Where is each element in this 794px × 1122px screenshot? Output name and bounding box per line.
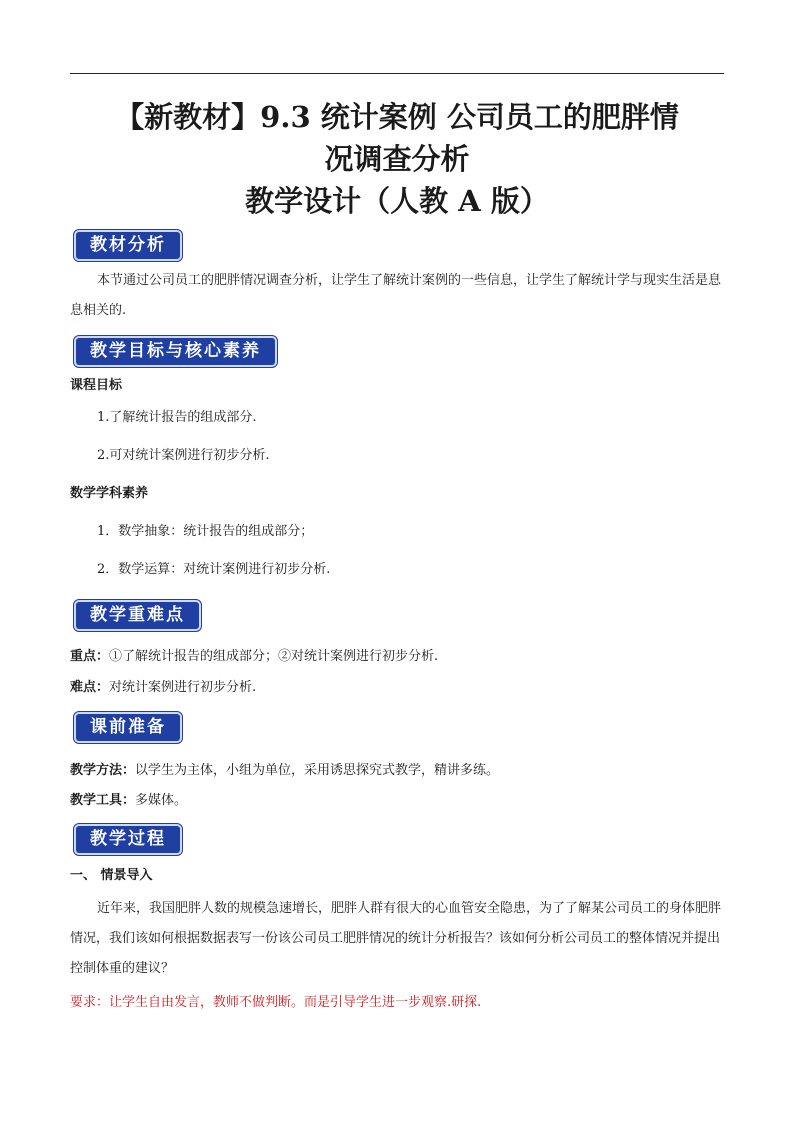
section-badge-preparation: 课前准备 (74, 712, 182, 743)
difficult-point-line (70, 673, 724, 703)
teaching-tool-label: 教学工具： (70, 793, 136, 808)
section-badge-objectives: 教学目标与核心素养 (74, 336, 277, 367)
section-badge-process: 教学过程 (74, 824, 182, 855)
key-point-label: 重点： (70, 649, 110, 664)
document-title-line-2: 况调查分析 (324, 142, 470, 176)
key-point-text: ①了解统计报告的组成部分；②对统计案例进行初步分析. (109, 649, 439, 664)
teaching-method-line (70, 756, 724, 786)
material-analysis-paragraph: 本节通过公司员工的肥胖情况调查分析，让学生了解统计案例的一些信息，让学生了解统计学与现实生活是息息相关的. (70, 273, 722, 318)
difficult-point-label: 难点： (70, 680, 110, 695)
section-badge-material-analysis: 教材分析 (74, 230, 182, 261)
course-goal-label: 课程目标 (70, 378, 123, 393)
literacy-item-2: 2．数学运算：对统计案例进行初步分析. (97, 562, 331, 577)
teaching-tool-line (70, 786, 724, 816)
header-rule (70, 73, 724, 74)
document-title-line-1: 【新教材】9.3 统计案例 公司员工的肥胖情 (115, 100, 679, 134)
course-goal-item-2: 2.可对统计案例进行初步分析. (97, 448, 270, 463)
course-goal-item-1: 1.了解统计报告的组成部分. (97, 410, 257, 425)
document-subtitle: 教学设计（人教 A 版） (245, 184, 549, 218)
process-step-label: 一、 情景导入 (70, 868, 153, 883)
section-badge-key-points: 教学重难点 (74, 600, 201, 631)
literacy-item-1: 1．数学抽象：统计报告的组成部分； (97, 524, 314, 539)
requirement-note: 要求：让学生自由发言，教师不做判断。而是引导学生进一步观察.研探. (70, 995, 482, 1010)
key-point-line (70, 642, 724, 672)
teaching-method-text: 以学生为主体，小组为单位，采用诱思探究式教学，精讲多练。 (135, 763, 500, 778)
teaching-method-label: 教学方法： (70, 763, 136, 778)
difficult-point-text: 对统计案例进行初步分析. (109, 680, 257, 695)
teaching-tool-text: 多媒体。 (135, 793, 188, 808)
literacy-label: 数学学科素养 (70, 486, 149, 501)
intro-paragraph: 近年来，我国肥胖人数的规模急速增长，肥胖人群有很大的心血管安全隐患，为了了解某公司员工的身体肥胖情况，我们该如何根据数据表写一份该公司员工肥胖情况的统计分析报告？该如何分析公司员工的整体情况并提出控制体重的建议？ (70, 901, 722, 976)
